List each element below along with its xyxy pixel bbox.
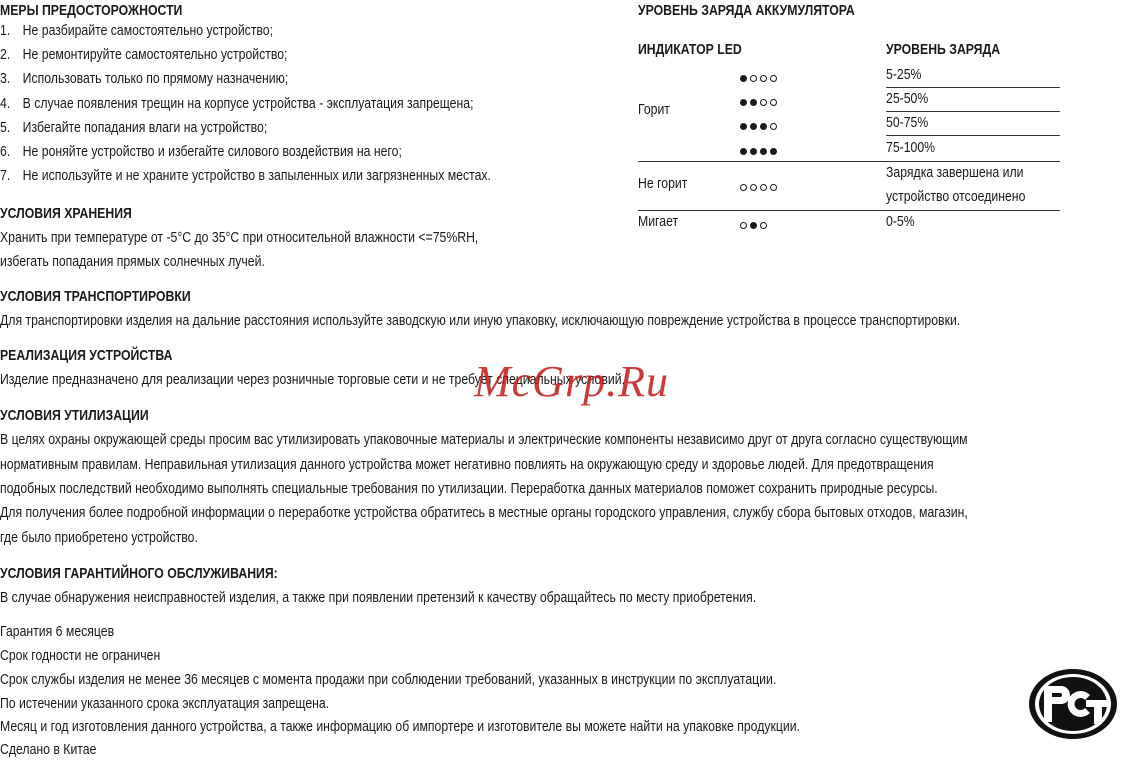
list-item: 5. Избегайте попадания влаги на устройство; [0, 120, 268, 136]
led-off-icon [750, 75, 757, 82]
shelf-life: Срок годности не ограничен [0, 648, 161, 664]
led-off-icon [760, 75, 767, 82]
led-off-icon [760, 222, 767, 229]
led-off-icon [740, 184, 747, 191]
rst-certification-mark-icon [1028, 668, 1118, 740]
sales-title: РЕАЛИЗАЦИЯ УСТРОЙСТВА [0, 348, 173, 364]
level-value: 0-5% [886, 214, 915, 230]
list-item: 3. Использовать только по прямому назначению; [0, 71, 289, 87]
led-on-icon [750, 222, 757, 229]
list-item: 2. Не ремонтируйте самостоятельно устройство; [0, 47, 288, 63]
led-on-icon [770, 148, 777, 155]
led-off-icon [770, 75, 777, 82]
led-off-icon [760, 99, 767, 106]
disposal-text: подобных последствий необходимо выполнять специальные требования по утилизации. Переработка данных материалов поможет сохранить природные ресурсы. [0, 481, 938, 497]
column-header-indicator: ИНДИКАТОР LED [638, 42, 742, 58]
level-value: 25-50% [886, 91, 929, 107]
list-item: 6. Не роняйте устройство и избегайте силового воздействия на него; [0, 144, 402, 160]
led-indicator-50-75 [740, 118, 780, 130]
storage-title: УСЛОВИЯ ХРАНЕНИЯ [0, 206, 132, 222]
disposal-text: нормативным правилам. Неправильная утилизация данного устройства может негативно повлиять на окружающую среду и здоровье людей. Для предотвращения [0, 457, 934, 473]
warranty-title: УСЛОВИЯ ГАРАНТИЙНОГО ОБСЛУЖИВАНИЯ: [0, 566, 278, 582]
led-off-icon [770, 99, 777, 106]
led-on-icon [740, 123, 747, 130]
storage-text: Хранить при температуре от -5°C до 35°C при относительной влажности <=75%RH, [0, 230, 479, 246]
led-indicator-5-25 [740, 70, 780, 82]
transport-text: Для транспортировки изделия на дальние расстояния используйте заводскую или иную упаковку, исключающую повреждение устройства в процессе транспортировки. [0, 313, 961, 329]
led-on-icon [760, 123, 767, 130]
watermark: McGrp.Ru [474, 357, 669, 406]
battery-title: УРОВЕНЬ ЗАРЯДА АККУМУЛЯТОРА [638, 3, 855, 19]
led-on-icon [750, 99, 757, 106]
led-on-icon [750, 123, 757, 130]
state-label-off: Не горит [638, 176, 688, 192]
led-off-icon [770, 123, 777, 130]
sales-text: Изделие предназначено для реализации через розничные торговые сети и не требует специальных условий. [0, 372, 625, 388]
level-value: Зарядка завершена или [886, 165, 1024, 181]
list-item: 1. Не разбирайте самостоятельно устройство; [0, 23, 274, 39]
country-of-origin: Сделано в Китае [0, 742, 97, 758]
column-header-level: УРОВЕНЬ ЗАРЯДА [886, 42, 1001, 58]
row-divider [638, 210, 1060, 211]
level-value: 75-100% [886, 140, 936, 156]
manufacture-info: Месяц и год изготовления данного устройства, а также информацию об импортере и изготовителе вы можете найти на упаковке продукции. [0, 719, 800, 735]
level-value: устройство отсоединено [886, 189, 1026, 205]
level-value: 5-25% [886, 67, 922, 83]
list-item: 7. Не используйте и не храните устройство в запыленных или загрязненных местах. [0, 168, 491, 184]
level-value: 50-75% [886, 115, 929, 131]
disposal-title: УСЛОВИЯ УТИЛИЗАЦИИ [0, 408, 149, 424]
service-life: Срок службы изделия не менее 36 месяцев с момента продажи при соблюдении требований, указанных в инструкции по эксплуатации. [0, 672, 777, 688]
led-off-icon [740, 222, 747, 229]
led-on-icon [740, 148, 747, 155]
led-indicator-complete [740, 179, 780, 191]
disposal-text: где было приобретено устройство. [0, 530, 198, 546]
disposal-text: В целях охраны окружающей среды просим вас утилизировать упаковочные материалы и электрические компоненты независимо друг от друга согласно существующим [0, 432, 968, 448]
row-divider [886, 111, 1060, 112]
list-item: 4. В случае появления трещин на корпусе устройства - эксплуатация запрещена; [0, 96, 474, 112]
warranty-text: В случае обнаружения неисправностей изделия, а также при появлении претензий к качеству обращайтесь по месту приобретения. [0, 590, 757, 606]
row-divider [886, 135, 1060, 136]
led-on-icon [750, 148, 757, 155]
transport-title: УСЛОВИЯ ТРАНСПОРТИРОВКИ [0, 289, 191, 305]
disposal-text: Для получения более подробной информации о переработке устройства обратитесь в местные органы городского управления, службу сбора бытовых отходов, магазин, [0, 505, 968, 521]
row-divider [638, 161, 1060, 162]
state-label-on: Горит [638, 102, 670, 118]
precautions-title: МЕРЫ ПРЕДОСТОРОЖНОСТИ [0, 3, 183, 19]
storage-text: избегать попадания прямых солнечных лучей. [0, 254, 265, 270]
state-label-blink: Мигает [638, 214, 679, 230]
led-on-icon [760, 148, 767, 155]
warranty-term: Гарантия 6 месяцев [0, 624, 115, 640]
led-indicator-25-50 [740, 94, 780, 106]
led-off-icon [750, 184, 757, 191]
led-on-icon [740, 75, 747, 82]
led-off-icon [770, 184, 777, 191]
expiry-note: По истечении указанного срока эксплуатация запрещена. [0, 696, 330, 712]
led-on-icon [740, 99, 747, 106]
led-off-icon [760, 184, 767, 191]
led-indicator-0-5 [740, 217, 770, 229]
led-indicator-75-100 [740, 143, 780, 155]
row-divider [886, 87, 1060, 88]
